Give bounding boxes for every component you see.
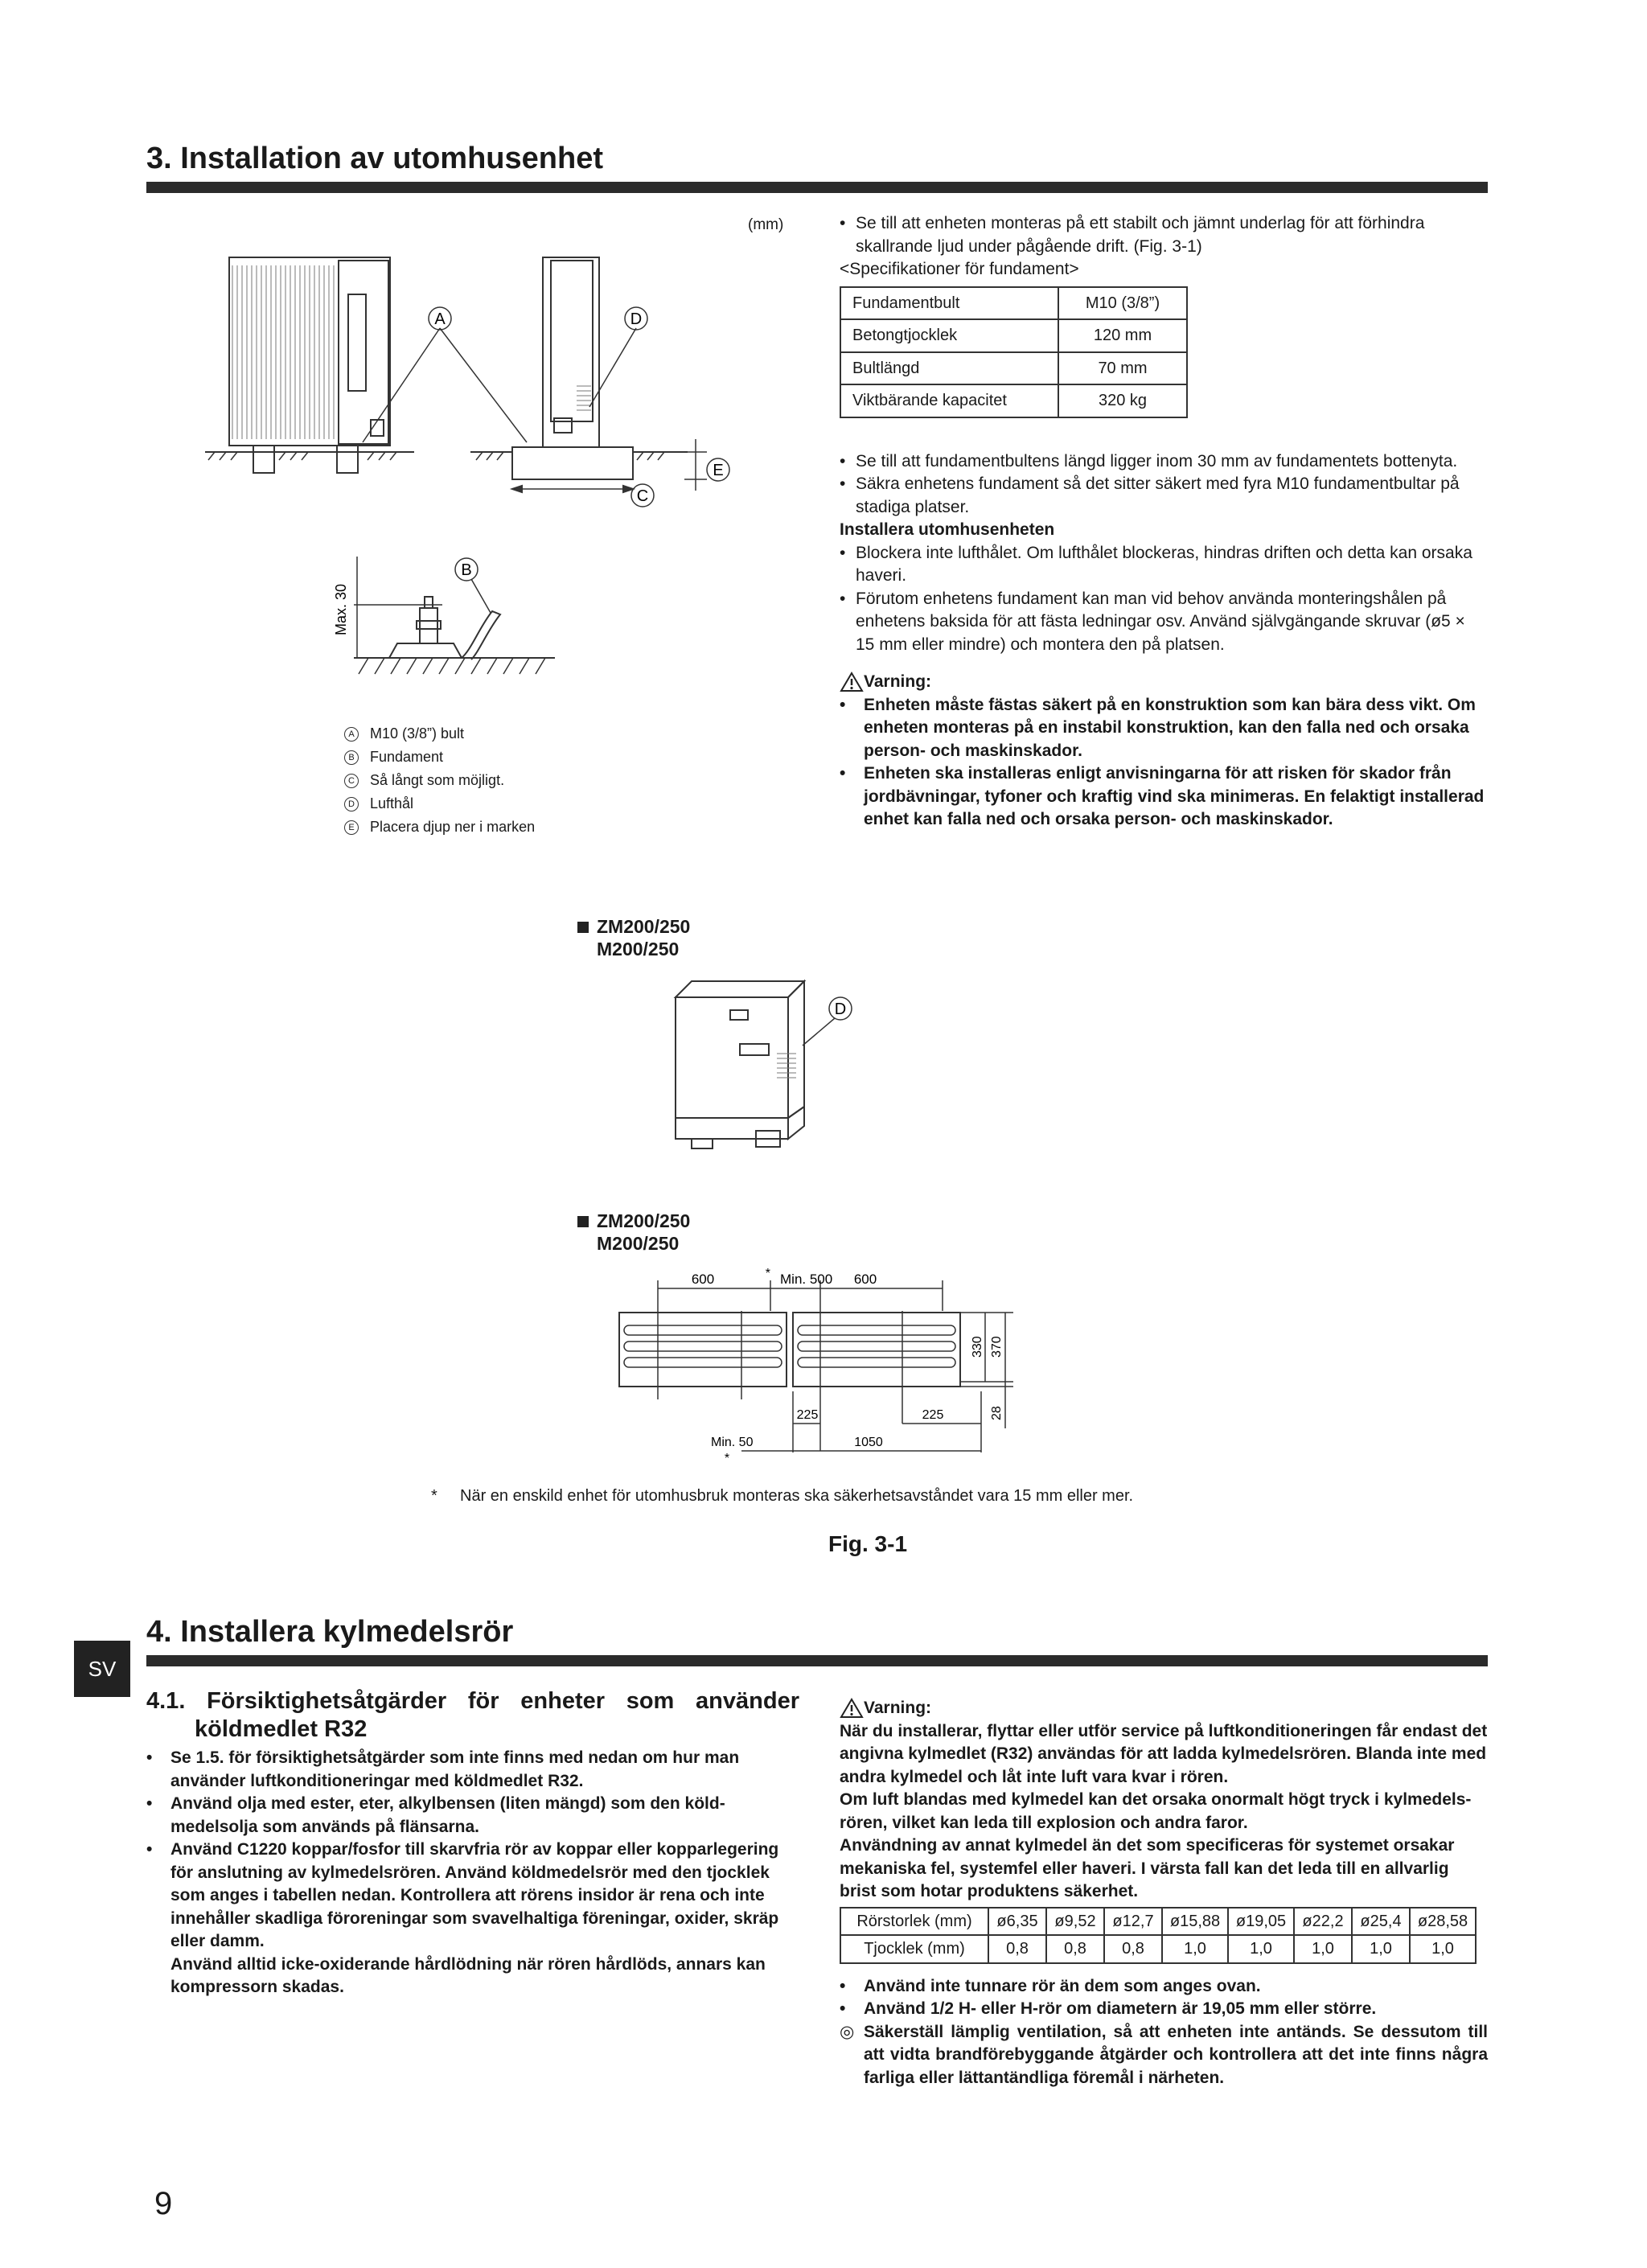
table-row: [840, 352, 1187, 385]
dim-min-500: Min. 500: [780, 1272, 833, 1287]
intro-bullet: • Se till att enheten monteras på ett stabilt och jämnt underlag för att förhindra skallrande ljud under pågående drift. (Fig. 3-1): [840, 212, 1488, 258]
warning-bullet: • Enheten måste fästas säkert på en konstruktion som kan bära dess vikt. Om enheten monteras på en instabil konstruktion, kan den falla ned och orsaka person- och maskinskador.: [840, 694, 1488, 763]
legend-mark: E: [344, 820, 359, 835]
legend-mark: B: [344, 750, 359, 765]
spec-value: 320 kg: [1058, 384, 1187, 417]
section-3-title: 3. Installation av utomhusenhet: [146, 142, 603, 175]
table-cell: 0,8: [1104, 1935, 1162, 1963]
spec-label: Bultlängd: [840, 352, 1058, 385]
callout-b: B: [461, 561, 472, 579]
table-cell: 0,8: [1046, 1935, 1104, 1963]
table-cell: 1,0: [1228, 1935, 1294, 1963]
warning-title: Varning:: [864, 672, 932, 691]
bullet: • Säkra enhetens fundament så det sitter säkert med fyra M10 fundamentbultar på stadiga platser.: [840, 473, 1488, 519]
dim-28: 28: [990, 1406, 1004, 1420]
section-3-right-column: [840, 212, 1488, 832]
legend-text: Lufthål: [370, 795, 414, 811]
table-cell: ø6,35: [988, 1908, 1046, 1936]
legend-text: M10 (3/8”) bult: [370, 725, 465, 742]
model-line: ZM200/250: [597, 1210, 691, 1231]
warning-heading: [840, 1697, 1488, 1720]
section-4-title: 4. Installera kylmedelsrör: [146, 1615, 514, 1649]
table-row: [840, 287, 1187, 320]
table-row: [840, 319, 1187, 352]
unit-isometric-diagram: [667, 965, 869, 1174]
dim-225-right: 225: [922, 1408, 944, 1422]
ventilation-note: [840, 2021, 1488, 2090]
warning-paragraph: Om luft blandas med kylmedel kan det orsaka onormalt högt tryck i kylmedelsrören, vilket kan leda till explosion och andra faror.: [840, 1790, 1472, 1832]
dim-min-50: Min. 50: [711, 1436, 754, 1449]
outdoor-unit-mounting-diagram: [205, 249, 752, 523]
dim-star-top: *: [765, 1267, 770, 1280]
table-cell: ø22,2: [1294, 1908, 1352, 1936]
dim-600-left: 600: [691, 1272, 715, 1287]
model-line: ZM200/250: [597, 916, 691, 937]
bullet: • Använd olja med ester, eter, alkylbensen (liten mängd) som den köldmedelsolja som används på flänsarna.: [146, 1793, 799, 1839]
warning-paragraph: Användning av annat kylmedel än det som specificeras för systemet orsakar mekaniska fel, systemfel eller haveri. I värsta fall kan det leda till en allvarlig brist som hotar produktens säkerhet.: [840, 1836, 1455, 1900]
section-4-right-column: [840, 1697, 1488, 2089]
square-bullet-icon: [577, 922, 589, 933]
warning-icon: [840, 1698, 864, 1719]
section-3-rule: [146, 182, 1488, 193]
legend-text: Så långt som möjligt.: [370, 772, 505, 788]
callout-e: E: [713, 462, 724, 479]
dim-1050: 1050: [854, 1436, 883, 1449]
bullet: • Blockera inte lufthålet. Om lufthålet blockeras, hindras driften och detta kan orsaka haveri.: [840, 542, 1488, 588]
legend-mark: C: [344, 774, 359, 788]
table-cell: 0,8: [988, 1935, 1046, 1963]
callout-d-2: D: [834, 1000, 847, 1018]
spec-label: Fundamentbult: [840, 287, 1058, 320]
bullet: • Förutom enhetens fundament kan man vid behov använda monteringshålen på enhetens baksida för att fästa ledningar osv. Använd självgängande skruvar (ø5 × 15 mm eller mindre) och montera den på platsen.: [840, 588, 1488, 657]
spec-value: M10 (3/8”): [1058, 287, 1187, 320]
table-cell: 1,0: [1294, 1935, 1352, 1963]
square-bullet-icon: [577, 1216, 589, 1227]
figure-legend: [344, 722, 535, 839]
bullet: • Använd 1/2 H- eller H-rör om diametern är 19,05 mm eller större.: [840, 1998, 1488, 2021]
spec-caption: <Specifikationer för fundament>: [840, 260, 1079, 278]
table-row: [840, 1908, 1476, 1936]
spec-value: 70 mm: [1058, 352, 1187, 385]
callout-d: D: [630, 310, 643, 328]
warning-title: Varning:: [864, 1699, 932, 1717]
legend-text: Fundament: [370, 749, 444, 765]
bolt-detail-diagram: [322, 531, 555, 716]
table-cell: ø9,52: [1046, 1908, 1104, 1936]
spec-label: Betongtjocklek: [840, 319, 1058, 352]
table-row: [840, 1935, 1476, 1963]
warning-heading: [840, 671, 1488, 694]
ventilation-text: Säkerställ lämplig ventilation, så att enheten inte antänds. Se dessutom till att vidta brandförebyggande åtgärder och kontrollera att det inte finns några farliga eller lättantändliga föremål i närheten.: [864, 2022, 1488, 2087]
callout-a: A: [434, 310, 446, 328]
max-30-label: Max. 30: [333, 583, 349, 635]
warning-bullet: • Enheten ska installeras enligt anvisningarna för att risken för skador från jordbävningar, tyfoner och kraftig vind ska minimeras. En felaktigt installerad enhet kan falla ned och orsaka person- och maskinskador.: [840, 762, 1488, 832]
model-label-2: [577, 1210, 690, 1255]
table-header-cell: Rörstorlek (mm): [840, 1908, 988, 1936]
left-extra-paragraph: Använd alltid icke-oxiderande hårdlödning när rören hårdlöds, annars kan kompressorn skadas.: [170, 1954, 766, 1996]
table-cell: 1,0: [1352, 1935, 1410, 1963]
bullet: • Använd inte tunnare rör än dem som anges ovan.: [840, 1975, 1488, 1999]
table-row: [840, 384, 1187, 417]
warning-paragraph: När du installerar, flyttar eller utför service på luftkonditioneringen får endast det angivna kylmedlet (R32) användas för att ladda kylmedelsrören. Blanda inte med andra kylmedel och låt inte luft vara kvar i rören.: [840, 1721, 1488, 1786]
table-cell: 1,0: [1410, 1935, 1476, 1963]
table-cell: ø12,7: [1104, 1908, 1162, 1936]
table-cell: ø15,88: [1162, 1908, 1228, 1936]
bullet: • Se till att fundamentbultens längd ligger inom 30 mm av fundamentets bottenyta.: [840, 450, 1488, 474]
model-line: M200/250: [597, 1233, 680, 1254]
table-cell: ø25,4: [1352, 1908, 1410, 1936]
clearance-dimensions-diagram: [595, 1263, 1045, 1464]
page-number: 9: [154, 2186, 173, 2221]
callout-c: C: [636, 487, 649, 505]
table-cell: 1,0: [1162, 1935, 1228, 1963]
bullet: • Använd C1220 koppar/fosfor till skarvfria rör av koppar eller kopparlegering för anslutning av kylmedelsrören. Använd köldmedelsrör med den tjocklek som anges i tabellen nedan. Kontrollera att rörens insidor är rena och inte innehåller skadliga föroreningar som svavelhaltiga föreningar, oxider, skräp eller damm.: [146, 1839, 799, 1954]
bullet: • Se 1.5. för försiktighetsåtgärder som inte finns med nedan om hur man använder luftkonditioneringar med köldmedlet R32.: [146, 1747, 799, 1793]
dim-370: 370: [990, 1336, 1004, 1358]
foundation-spec-table: [840, 286, 1188, 418]
section-4-rule: [146, 1655, 1488, 1666]
section-4-left-column: [146, 1687, 799, 1999]
legend-mark: A: [344, 727, 359, 742]
legend-mark: D: [344, 797, 359, 811]
dim-star-bottom: *: [724, 1452, 730, 1464]
ventilation-mark-icon: ◎: [840, 2022, 855, 2041]
dim-225-left: 225: [796, 1408, 819, 1422]
spec-value: 120 mm: [1058, 319, 1187, 352]
subsection-title: 4.1. Försiktighetsåtgärder för enheter som använder köldmedlet R32: [146, 1688, 799, 1742]
dim-600-right: 600: [853, 1272, 877, 1287]
model-label-1: [577, 915, 690, 960]
language-tab: SV: [74, 1641, 130, 1697]
install-heading: Installera utomhusenheten: [840, 520, 1055, 539]
footnote-mark: *: [431, 1487, 437, 1505]
warning-icon: [840, 672, 864, 692]
figure-caption: Fig. 3-1: [828, 1531, 908, 1556]
pipe-thickness-table: [840, 1907, 1477, 1964]
table-cell: ø28,58: [1410, 1908, 1476, 1936]
spec-label: Viktbärande kapacitet: [840, 384, 1058, 417]
legend-text: Placera djup ner i marken: [370, 819, 536, 835]
dim-330: 330: [971, 1336, 984, 1358]
table-header-cell: Tjocklek (mm): [840, 1935, 988, 1963]
unit-label: (mm): [748, 216, 784, 233]
footnote: När en enskild enhet för utomhusbruk monteras ska säkerhetsavståndet vara 15 mm eller mer.: [460, 1487, 1134, 1505]
model-line: M200/250: [597, 939, 680, 959]
table-cell: ø19,05: [1228, 1908, 1294, 1936]
